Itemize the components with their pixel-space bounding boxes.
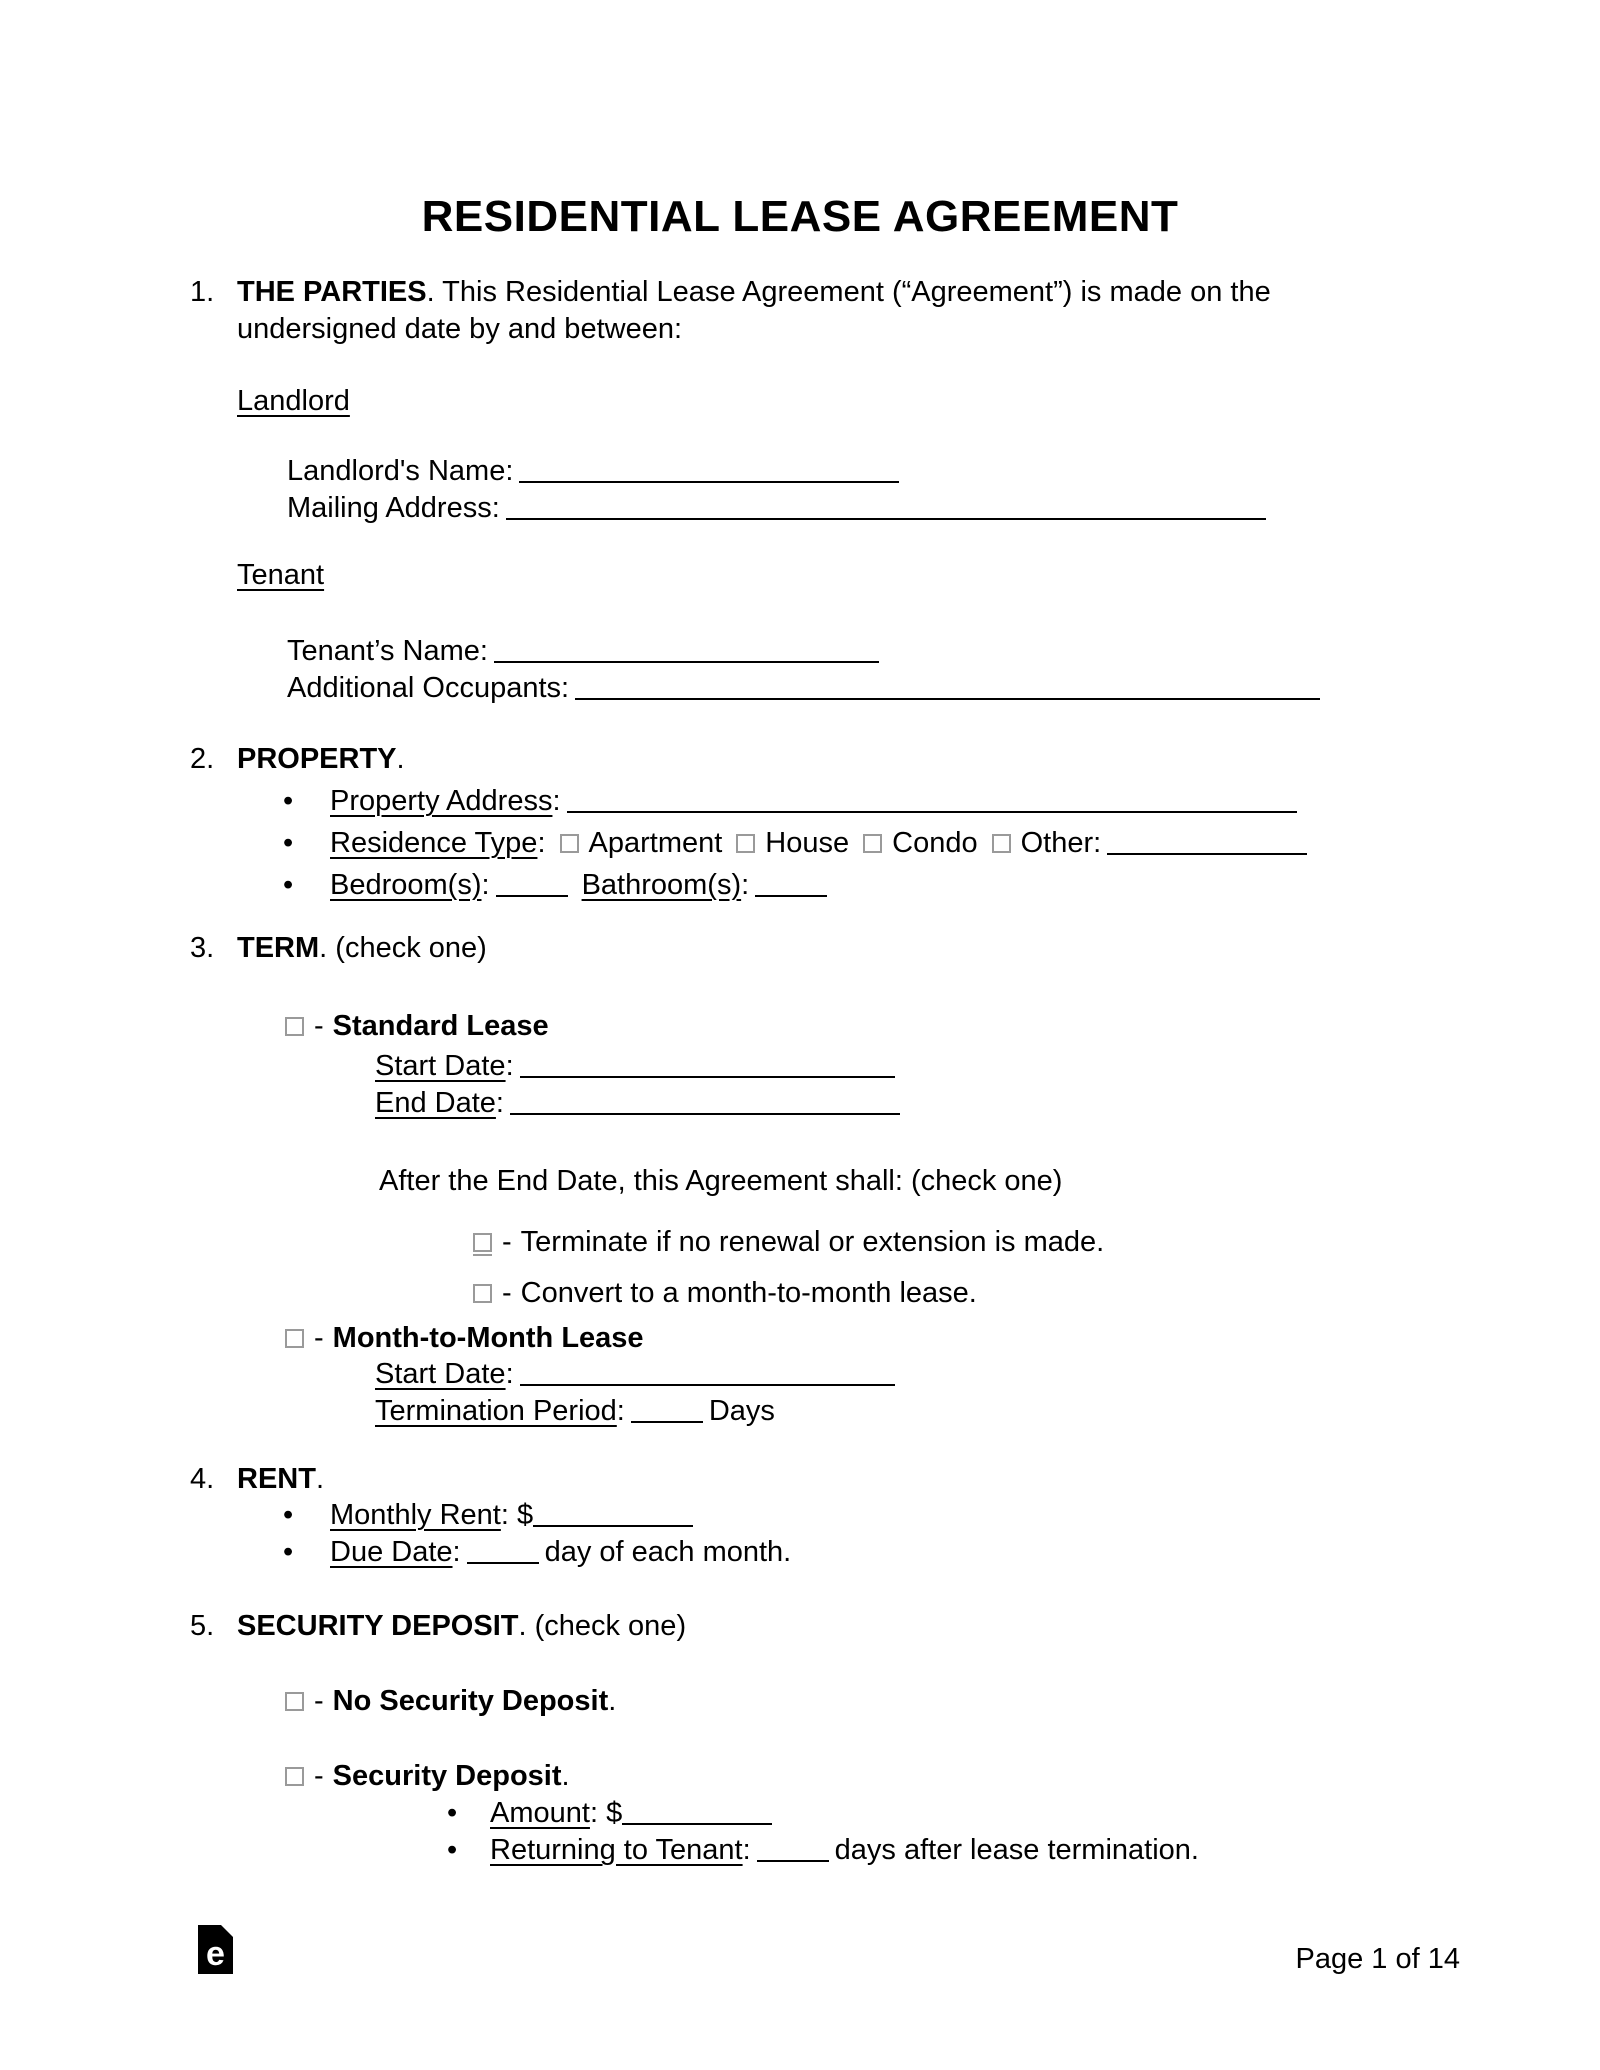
m2m-start-date-field[interactable] — [520, 1380, 895, 1386]
condo-option-label: Condo — [892, 827, 978, 859]
deposit-heading: SECURITY DEPOSIT — [237, 1610, 519, 1642]
start-date-label: Start Date — [375, 1358, 506, 1390]
house-checkbox[interactable] — [736, 834, 755, 853]
terminate-checkbox-underline — [473, 1232, 492, 1256]
dash: - — [314, 1322, 324, 1354]
tenant-name-field[interactable] — [494, 657, 879, 663]
parties-heading-line — [190, 274, 1271, 311]
standard-lease-label: Standard Lease — [332, 1010, 549, 1042]
additional-occupants-label: Additional Occupants: — [287, 672, 570, 704]
mailing-address-label: Mailing Address: — [287, 492, 500, 524]
term-heading: TERM — [237, 932, 320, 964]
colon: : — [552, 785, 561, 817]
dash: - — [314, 1010, 324, 1042]
bedrooms-field[interactable] — [496, 891, 568, 897]
tenant-heading-label: Tenant — [237, 559, 325, 591]
no-security-deposit-line — [285, 1683, 616, 1720]
dash: - — [502, 1226, 512, 1258]
term-heading-line — [190, 930, 487, 967]
amount-field[interactable] — [622, 1819, 772, 1825]
security-deposit-line — [285, 1758, 570, 1795]
bedrooms-label: Bedroom(s) — [330, 869, 482, 901]
convert-option-line — [473, 1275, 977, 1312]
other-field[interactable] — [1107, 849, 1307, 855]
landlord-heading — [237, 383, 350, 420]
mailing-address-line — [287, 490, 1272, 527]
mailing-address-field[interactable] — [506, 514, 1266, 520]
start-date-label: Start Date — [375, 1050, 506, 1082]
bullet-icon: • — [283, 1499, 294, 1531]
condo-checkbox[interactable] — [863, 834, 882, 853]
other-option-label: Other: — [1020, 827, 1102, 859]
period: . — [608, 1685, 617, 1717]
colon: : — [481, 869, 490, 901]
due-date-field[interactable] — [467, 1558, 539, 1564]
days-suffix: Days — [708, 1395, 775, 1427]
colon: : — [616, 1395, 625, 1427]
document-title: RESIDENTIAL LEASE AGREEMENT — [421, 192, 1179, 241]
page-number: Page 1 of 14 — [1295, 1943, 1460, 1975]
amount-label: Amount — [490, 1797, 590, 1829]
property-address-label: Property Address — [330, 785, 553, 817]
month-to-month-label: Month-to-Month Lease — [332, 1322, 644, 1354]
landlord-name-label: Landlord's Name: — [287, 455, 514, 487]
bullet-icon: • — [283, 827, 294, 859]
security-deposit-label: Security Deposit — [332, 1760, 562, 1792]
colon: : — [452, 1536, 461, 1568]
property-heading-line — [190, 741, 405, 778]
property-address-line — [283, 783, 1303, 820]
bullet-icon: • — [447, 1797, 458, 1829]
landlord-heading-label: Landlord — [237, 385, 350, 417]
property-address-field[interactable] — [567, 807, 1297, 813]
security-deposit-checkbox[interactable] — [285, 1767, 304, 1786]
period: . — [396, 743, 405, 775]
convert-option-label: Convert to a month-to-month lease. — [520, 1277, 977, 1309]
bedrooms-bathrooms-line — [283, 867, 833, 904]
residence-type-line — [283, 825, 1313, 862]
bathrooms-field[interactable] — [755, 891, 827, 897]
end-date-label: End Date — [375, 1087, 496, 1119]
colon: : — [505, 1050, 514, 1082]
standard-lease-line — [285, 1008, 549, 1045]
dash: - — [502, 1277, 512, 1309]
house-option-label: House — [765, 827, 850, 859]
tenant-name-label: Tenant’s Name: — [287, 635, 488, 667]
deposit-heading-rest: . (check one) — [518, 1610, 687, 1642]
no-security-deposit-checkbox[interactable] — [285, 1692, 304, 1711]
landlord-name-field[interactable] — [519, 477, 899, 483]
standard-start-date-field[interactable] — [520, 1072, 895, 1078]
termination-period-line — [375, 1393, 775, 1430]
monthly-rent-field[interactable] — [533, 1521, 693, 1527]
termination-period-field[interactable] — [631, 1417, 703, 1423]
returning-suffix: days after lease termination. — [834, 1834, 1199, 1866]
colon: : — [505, 1358, 514, 1390]
parties-heading: THE PARTIES — [237, 276, 427, 308]
bullet-icon: • — [447, 1834, 458, 1866]
dollar-prefix: : $ — [589, 1797, 623, 1829]
colon: : — [495, 1087, 504, 1119]
terminate-option-line — [473, 1224, 1104, 1261]
section-number: 3. — [190, 932, 215, 964]
additional-occupants-line — [287, 670, 1326, 707]
colon: : — [742, 1834, 751, 1866]
section-number: 5. — [190, 1610, 215, 1642]
section-number: 4. — [190, 1463, 215, 1495]
after-end-date-line: After the End Date, this Agreement shall: (check one) — [379, 1165, 1063, 1197]
bullet-icon: • — [283, 1536, 294, 1568]
termination-period-label: Termination Period — [375, 1395, 617, 1427]
returning-field[interactable] — [757, 1856, 829, 1862]
monthly-rent-line — [283, 1497, 699, 1534]
due-date-suffix: day of each month. — [544, 1536, 792, 1568]
parties-intro-line2: undersigned date by and between: — [237, 313, 683, 345]
section-number: 1. — [190, 276, 215, 308]
due-date-line — [283, 1534, 791, 1571]
terminate-checkbox[interactable] — [473, 1233, 492, 1252]
period: . — [561, 1760, 570, 1792]
bullet-icon: • — [283, 869, 294, 901]
parties-intro-rest: . This Residential Lease Agreement (“Agreement”) is made on the — [426, 276, 1271, 308]
deposit-heading-line — [190, 1608, 686, 1645]
returning-label: Returning to Tenant — [490, 1834, 743, 1866]
eforms-logo — [198, 1925, 233, 1974]
monthly-rent-label: Monthly Rent — [330, 1499, 501, 1531]
month-to-month-line — [285, 1320, 644, 1357]
dash: - — [314, 1760, 324, 1792]
tenant-heading — [237, 557, 324, 594]
bathrooms-label: Bathroom(s) — [581, 869, 742, 901]
additional-occupants-field[interactable] — [575, 694, 1320, 700]
amount-line — [447, 1795, 778, 1832]
dollar-prefix: : $ — [500, 1499, 534, 1531]
residence-type-label: Residence Type — [330, 827, 538, 859]
colon: : — [741, 869, 750, 901]
eforms-logo-letter: e — [206, 1935, 225, 1973]
standard-start-date-line — [375, 1048, 901, 1085]
rent-heading-line — [190, 1461, 324, 1498]
returning-line — [447, 1832, 1199, 1869]
terminate-option-label: Terminate if no renewal or extension is made. — [520, 1226, 1105, 1258]
period: . — [315, 1463, 325, 1495]
term-heading-rest: . (check one) — [319, 932, 487, 964]
standard-end-date-field[interactable] — [510, 1109, 900, 1115]
due-date-label: Due Date — [330, 1536, 453, 1568]
standard-end-date-line — [375, 1085, 906, 1122]
other-checkbox[interactable] — [992, 834, 1011, 853]
apartment-option-label: Apartment — [588, 827, 723, 859]
dash: - — [314, 1685, 324, 1717]
apartment-checkbox[interactable] — [560, 834, 579, 853]
rent-heading: RENT — [237, 1463, 316, 1495]
standard-lease-checkbox[interactable] — [285, 1017, 304, 1036]
convert-checkbox[interactable] — [473, 1284, 492, 1303]
month-to-month-checkbox[interactable] — [285, 1329, 304, 1348]
section-number: 2. — [190, 743, 215, 775]
landlord-name-line — [287, 453, 905, 490]
property-heading: PROPERTY — [237, 743, 397, 775]
bullet-icon: • — [283, 785, 294, 817]
m2m-start-date-line — [375, 1356, 901, 1393]
tenant-name-line — [287, 633, 885, 670]
no-security-deposit-label: No Security Deposit — [332, 1685, 609, 1717]
colon: : — [537, 827, 546, 859]
